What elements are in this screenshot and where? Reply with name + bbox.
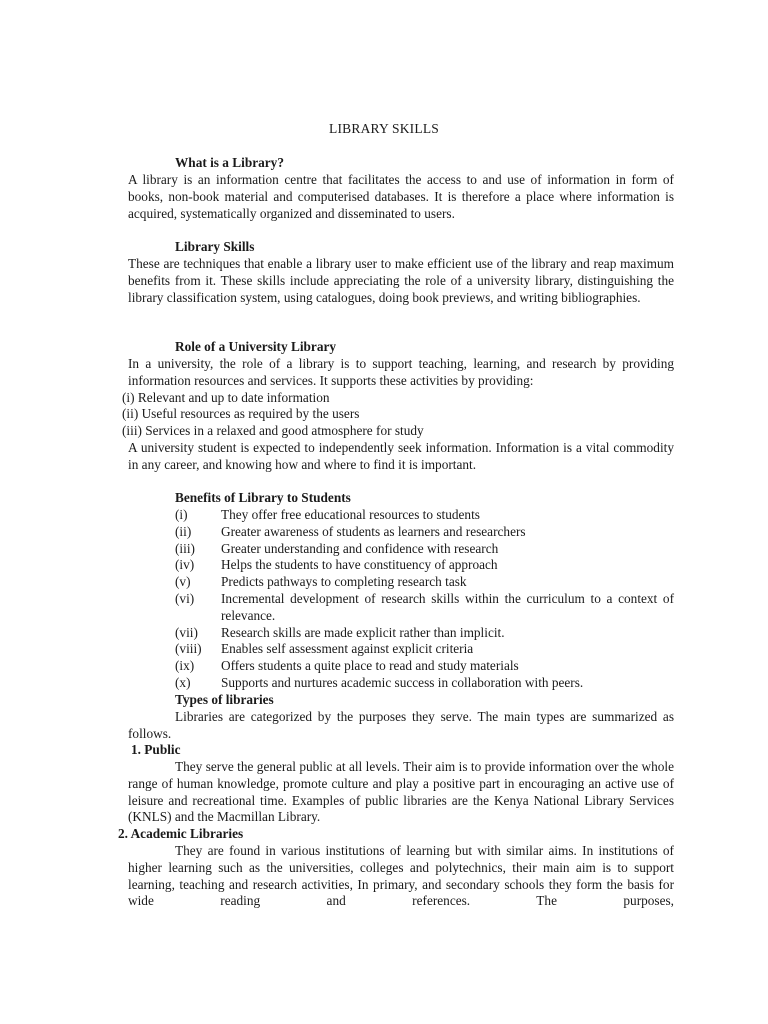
benefit-text: Offers students a quite place to read and study materials: [221, 658, 519, 673]
what-is-library-heading: What is a Library?: [175, 155, 284, 170]
benefits-heading: Benefits of Library to Students: [175, 490, 351, 505]
benefit-text: Research skills are made explicit rather than implicit.: [221, 625, 505, 640]
benefit-text: Helps the students to have constituency of approach: [221, 557, 498, 572]
benefit-number: (ii): [175, 524, 192, 539]
benefit-number: (v): [175, 574, 191, 589]
public-paragraph: They serve the general public at all levels. Their aim is to provide information over the whole range of human knowledge, promote culture and play a positive part in encouraging an active use of leisure and recreational time. Examples of public libraries are the Kenya National Library Services (KNLS) and the Macmillan Library.: [128, 759, 674, 825]
role-list-item: (ii) Useful resources as required by the users: [122, 406, 360, 421]
benefit-number: (viii): [175, 641, 202, 656]
benefit-text: Enables self assessment against explicit criteria: [221, 641, 474, 656]
benefit-number: (ix): [175, 658, 195, 673]
library-skills-heading: Library Skills: [175, 239, 255, 254]
academic-paragraph: They are found in various institutions of learning but with similar aims. In institutions of higher learning such as the universities, colleges and polytechnics, their main aim is to support learning, teaching and research activities, In primary, and secondary schools they form the basis for wide reading and references. The purposes,: [128, 843, 674, 909]
benefit-text: Greater understanding and confidence with research: [221, 541, 499, 556]
role-intro-paragraph: In a university, the role of a library is to support teaching, learning, and research by providing information resources and services. It supports these activities by providing:: [128, 356, 674, 388]
types-intro-paragraph: Libraries are categorized by the purposes they serve. The main types are summarized as follows.: [128, 709, 674, 741]
benefit-text: Predicts pathways to completing research task: [221, 574, 467, 589]
academic-heading: 2. Academic Libraries: [118, 826, 244, 841]
benefit-text: Greater awareness of students as learners and researchers: [221, 524, 526, 539]
benefit-number: (iii): [175, 541, 195, 556]
role-heading: Role of a University Library: [175, 339, 337, 354]
benefit-text: They offer free educational resources to students: [221, 507, 480, 522]
benefit-number: (vii): [175, 625, 198, 640]
what-is-library-paragraph: A library is an information centre that facilitates the access to and use of information in form of books, non-book material and computerised databases. It is therefore a place where information is acquired, systematically organized and disseminated to users.: [128, 172, 674, 221]
benefit-number: (vi): [175, 591, 195, 606]
benefit-number: (i): [175, 507, 188, 522]
public-heading: 1. Public: [131, 742, 181, 757]
role-outro-paragraph: A university student is expected to independently seek information. Information is a vital commodity in any career, and knowing how and where to find it is important.: [128, 440, 674, 472]
types-heading: Types of libraries: [175, 692, 274, 707]
benefit-text: Incremental development of research skills within the curriculum to a context of relevance.: [221, 591, 674, 623]
library-skills-paragraph: These are techniques that enable a library user to make efficient use of the library and reap maximum benefits from it. These skills include appreciating the role of a university library, distinguishing the library classification system, using catalogues, doing book previews, and writing bibliographies.: [128, 256, 674, 305]
role-list-item: (i) Relevant and up to date information: [122, 390, 330, 405]
role-list-item: (iii) Services in a relaxed and good atmosphere for study: [122, 423, 424, 438]
document-title: LIBRARY SKILLS: [329, 121, 439, 136]
benefit-number: (x): [175, 675, 191, 690]
benefit-text: Supports and nurtures academic success in collaboration with peers.: [221, 675, 584, 690]
benefit-number: (iv): [175, 557, 195, 572]
